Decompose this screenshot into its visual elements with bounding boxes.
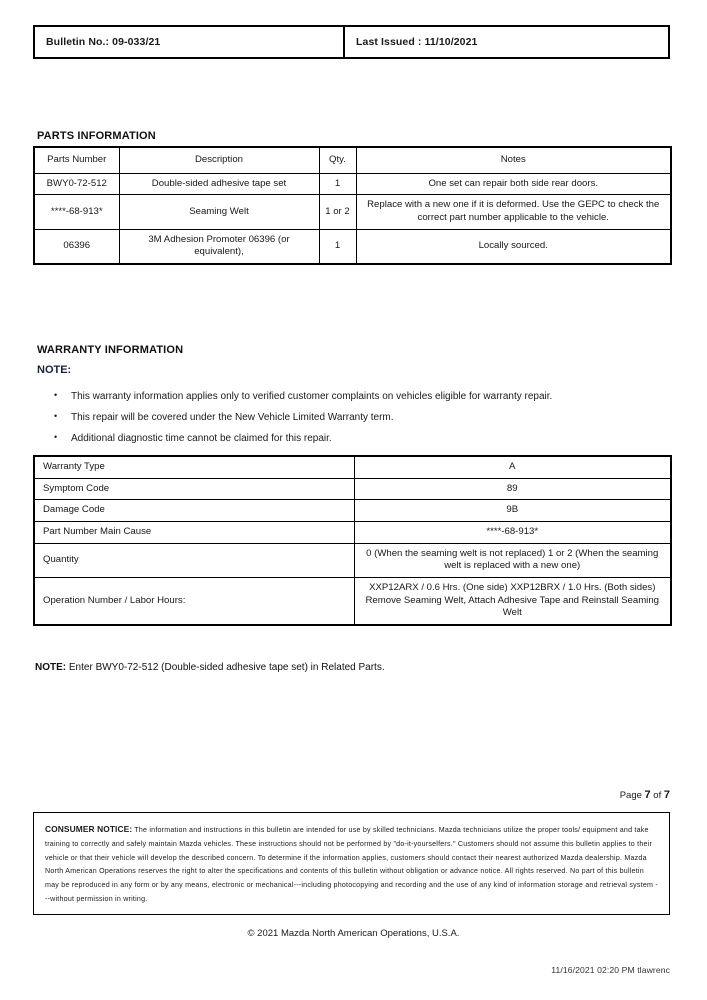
print-timestamp: 11/16/2021 02:20 PM tlawrenc — [551, 965, 670, 975]
col-header-notes: Notes — [356, 147, 671, 173]
warranty-note-label: NOTE: — [37, 364, 72, 376]
table-row — [34, 543, 671, 577]
cell-description: Double-sided adhesive tape set — [119, 173, 319, 195]
cell-warranty-key: Warranty Type — [34, 456, 354, 478]
list-item: • This warranty information applies only to verified customer complaints on vehicles eligible for warranty repair. — [52, 392, 662, 402]
cell-part-number: 06396 — [34, 229, 119, 264]
cell-part-number: BWY0-72-512 — [34, 173, 119, 195]
bulletin-number-text: Bulletin No.: 09-033/21 — [46, 36, 161, 48]
last-issued-text: Last Issued : 11/10/2021 — [356, 36, 478, 48]
cell-qty: 1 or 2 — [319, 195, 356, 229]
cell-notes: Locally sourced. — [356, 229, 671, 264]
bulletin-header-box — [33, 25, 670, 59]
table-row — [34, 521, 671, 543]
cell-warranty-key: Part Number Main Cause — [34, 521, 354, 543]
cell-qty: 1 — [319, 173, 356, 195]
cell-notes: Replace with a new one if it is deformed. Use the GEPC to check the correct part number applicable to the vehicle. — [356, 195, 671, 229]
warranty-information-heading: WARRANTY INFORMATION — [37, 344, 184, 356]
cell-warranty-key: Operation Number / Labor Hours: — [34, 577, 354, 624]
cell-warranty-value: 0 (When the seaming welt is not replaced) 1 or 2 (When the seaming welt is replaced with a new one) — [354, 543, 671, 577]
cell-warranty-value: XXP12ARX / 0.6 Hrs. (One side) XXP12BRX / 1.0 Hrs. (Both sides) Remove Seaming Welt, Attach Adhesive Tape and Reinstall Seaming Welt — [354, 577, 671, 624]
related-parts-note-text: Enter BWY0-72-512 (Double-sided adhesive tape set) in Related Parts. — [66, 662, 385, 673]
bulletin-number-cell — [35, 27, 345, 57]
table-row — [34, 478, 671, 500]
list-item: • Additional diagnostic time cannot be claimed for this repair. — [52, 434, 662, 444]
cell-warranty-value: A — [354, 456, 671, 478]
cell-part-number: ****-68-913* — [34, 195, 119, 229]
table-row — [34, 500, 671, 522]
cell-warranty-key: Symptom Code — [34, 478, 354, 500]
parts-information-heading: PARTS INFORMATION — [37, 130, 156, 142]
table-row — [34, 229, 671, 264]
cell-warranty-key: Damage Code — [34, 500, 354, 522]
page-number — [620, 789, 670, 801]
cell-qty: 1 — [319, 229, 356, 264]
cell-notes: One set can repair both side rear doors. — [356, 173, 671, 195]
table-row — [34, 456, 671, 478]
warranty-information-table — [33, 455, 672, 626]
cell-warranty-value: 89 — [354, 478, 671, 500]
consumer-notice-title: CONSUMER NOTICE: — [45, 824, 133, 834]
table-row — [34, 195, 671, 229]
table-row — [34, 173, 671, 195]
col-header-parts-number: Parts Number — [34, 147, 119, 173]
copyright-line: © 2021 Mazda North American Operations, U.S.A. — [247, 928, 460, 939]
page-number-total: 7 — [663, 789, 670, 801]
col-header-description: Description — [119, 147, 319, 173]
page-number-middle: of — [650, 790, 664, 801]
cell-warranty-value: 9B — [354, 500, 671, 522]
cell-description: 3M Adhesion Promoter 06396 (or equivalent), — [119, 229, 319, 264]
related-parts-note-label: NOTE: — [35, 662, 67, 673]
list-item: • This repair will be covered under the New Vehicle Limited Warranty term. — [52, 413, 662, 423]
table-header-row — [34, 147, 671, 173]
page-number-prefix: Page — [619, 790, 645, 801]
last-issued-cell — [345, 27, 668, 57]
parts-information-table — [33, 146, 672, 265]
cell-warranty-value: ****-68-913* — [354, 521, 671, 543]
cell-warranty-key: Quantity — [34, 543, 354, 577]
warranty-bullet-list — [52, 392, 662, 455]
related-parts-note — [35, 662, 385, 673]
page-number-current: 7 — [644, 789, 651, 801]
consumer-notice-text: The information and instructions in this bulletin are intended for use by skilled technicians. Mazda technicians utilize the proper tools/ equipment and take training to correctly and safely maintain Mazda vehicles. These instructions should not be performed by "do-it-yourselfers." Customers should not assume this bulletin applies to their vehicle or that their vehicle will develop the described concern. To determine if the information applies, customers should contact their nearest authorized Mazda dealership. Mazda North American Operations reserves the right to alter the specifications and contents of this bulletin without obligation or advance notice. All rights reserved. No part of this bulletin may be reproduced in any form or by any means, electronic or mechanical---including photocopying and recording and the use of any kind of information storage and retrieval system ---without permission in writing. — [45, 826, 658, 904]
cell-description: Seaming Welt — [119, 195, 319, 229]
table-row — [34, 577, 671, 624]
consumer-notice-box — [33, 812, 670, 915]
col-header-qty: Qty. — [319, 147, 356, 173]
